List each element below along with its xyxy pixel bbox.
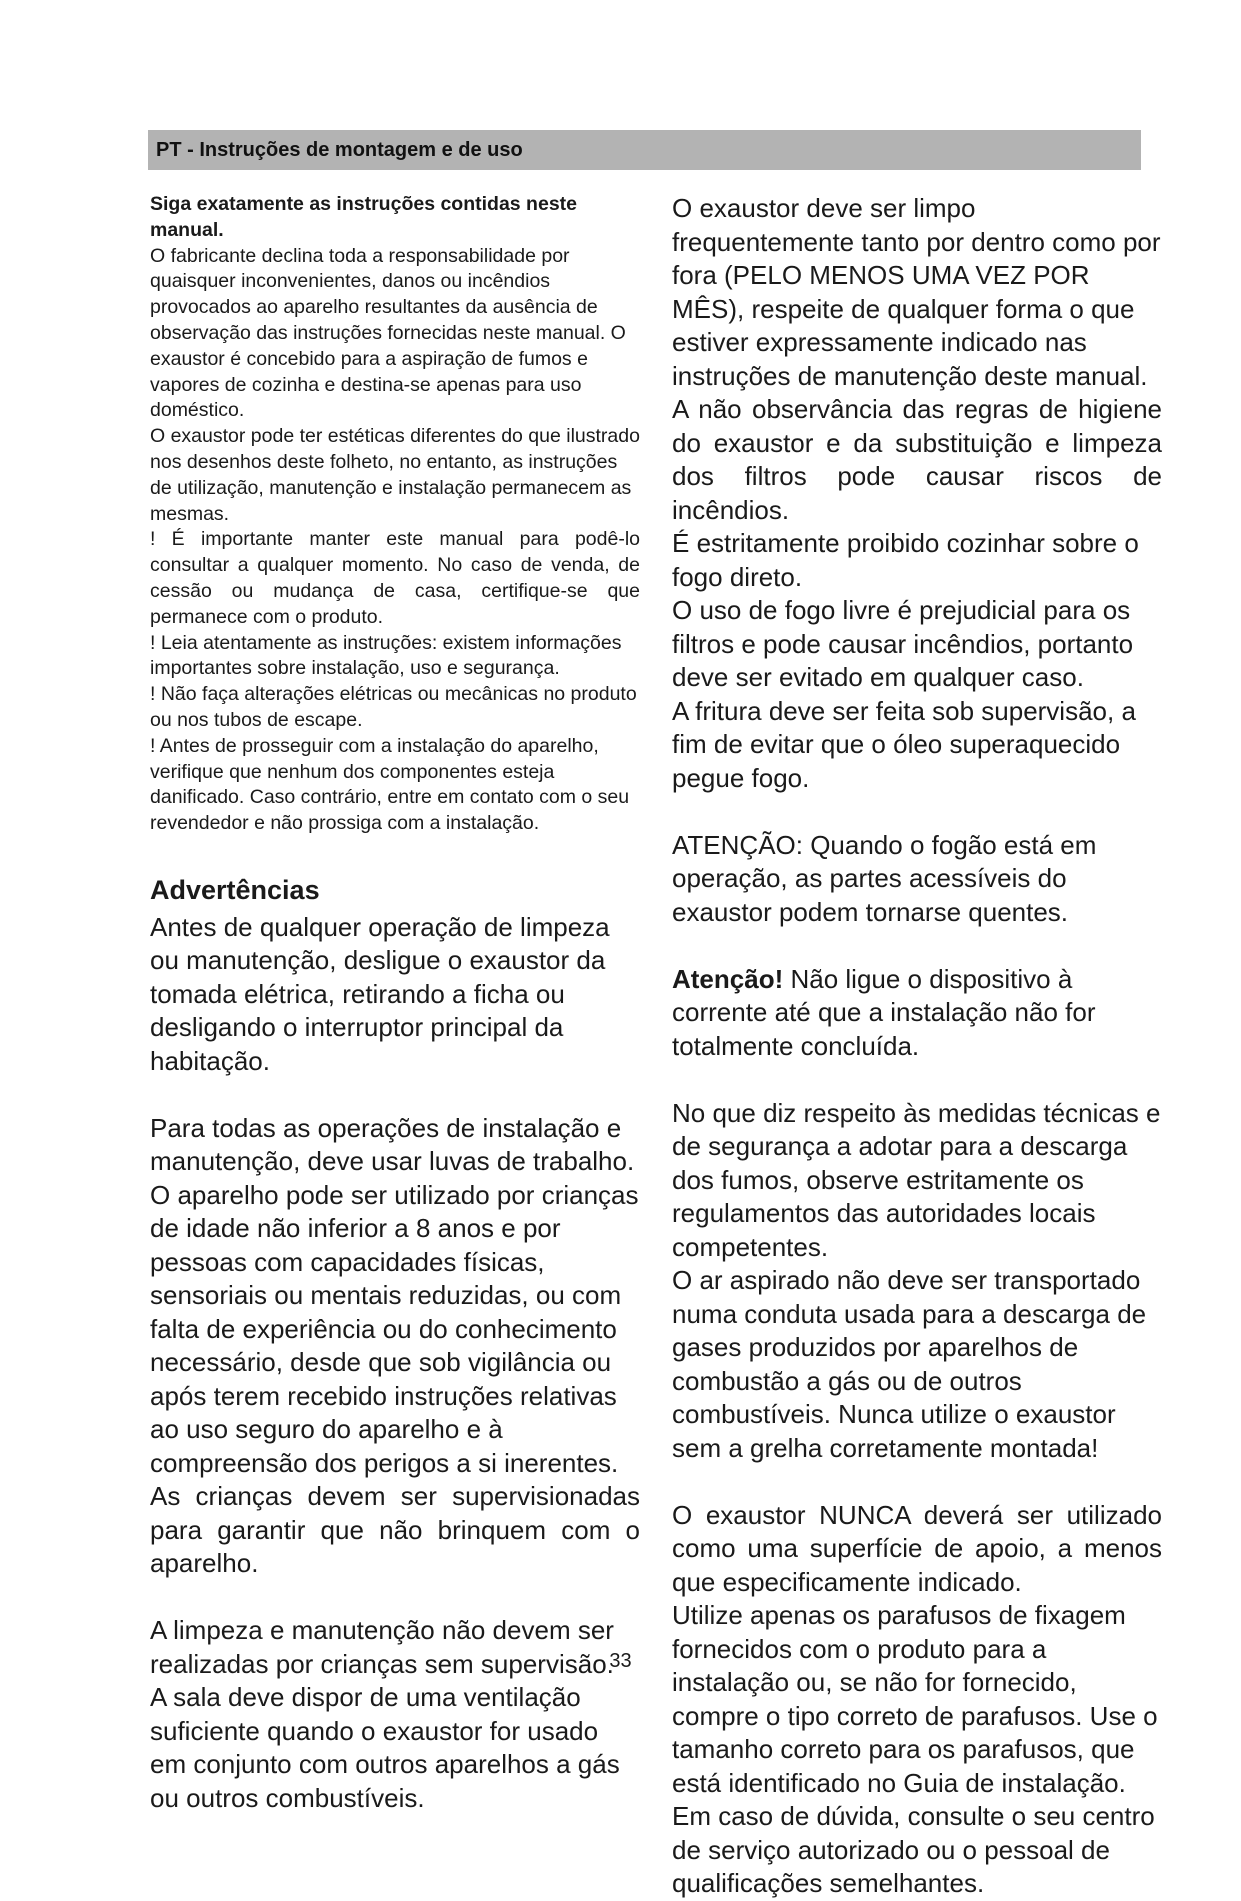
warning-paragraph: Antes de qualquer operação de limpeza ou manutenção, desligue o exaustor da tomada elétrica, retirando a ficha ou desligando o interruptor principal da habitação. (150, 911, 610, 1076)
screws-paragraph: Utilize apenas os parafusos de fixagem fornecidos com o produto para a instalação ou, se não for fornecido, compre o tipo correto de parafusos. Use o tamanho correto para os parafusos, que está identificado no Guia de instalação. Em caso de dúvida, consulte o seu centro de serviço autorizado ou o pessoal de qualificações semelhantes. (672, 1600, 1158, 1898)
intro-paragraph: O fabricante declina toda a responsabilidade por quaisquer inconvenientes, danos ou incêndios provocados ao aparelho resultantes da ausência de observação das instruções fornecidas neste manual. O exaustor é concebido para a aspiração de fumos e vapores de cozinha e destina-se apenas para uso doméstico. (150, 244, 626, 422)
warning-paragraph: A limpeza e manutenção não devem ser realizadas por crianças sem supervisão. (150, 1615, 614, 1679)
page-number: 33 (609, 1650, 632, 1672)
attention-power-paragraph (672, 963, 1162, 1064)
page-title: PT - Instruções de montagem e de uso (156, 138, 523, 161)
keep-manual-paragraph: ! É importante manter este manual para podê-lo consultar a qualquer momento. No caso de venda, de cessão ou mudança de casa, certifique-se que permanece com o produto. (150, 528, 640, 628)
warning-paragraph: A sala deve dispor de uma ventilação suficiente quando o exaustor for usado em conjunto com outros aparelhos a gás ou outros combustíveis. (150, 1682, 620, 1813)
attention-text: Não ligue o dispositivo à corrente até que a instalação não for totalmente concluída. (672, 963, 1096, 1061)
intro-bold-paragraph: Siga exatamente as instruções contidas neste manual. (150, 193, 578, 241)
attention-hot-paragraph: ATENÇÃO: Quando o fogão está em operação, as partes acessíveis do exaustor podem tornarse quentes. (672, 829, 1097, 927)
attention-label: Atenção! (672, 963, 784, 994)
warning-paragraph: As crianças devem ser supervisionadas para garantir que não brinquem com o aparelho. (150, 1481, 640, 1579)
cleaning-paragraph: O exaustor deve ser limpo frequentemente tanto por dentro como por fora (PELO MENOS UMA VEZ POR MÊS), respeite de qualquer forma o que estiver expressamente indicado nas instruções de manutenção deste manual. (672, 193, 1161, 391)
warnings-section (150, 911, 640, 1816)
open-fire-paragraph: O uso de fogo livre é prejudicial para os filtros e pode causar incêndios, portanto deve ser evitado em qualquer caso. (672, 595, 1134, 692)
regulations-paragraph: No que diz respeito às medidas técnicas e de segurança a adotar para a descarga dos fumos, observe estritamente os regulamentos das autoridades locais competentes. (672, 1097, 1161, 1262)
exhaust-duct-paragraph: O ar aspirado não deve ser transportado numa conduta usada para a descarga de gases produzidos por aparelhos de combustão a gás ou de outros combustíveis. Nunca utilize o exaustor sem a grelha corretamente montada! (672, 1265, 1147, 1463)
hygiene-paragraph: A não observância das regras de higiene do exaustor e da substituição e limpeza dos filtros pode causar riscos de incêndios. (672, 394, 1162, 525)
support-surface-paragraph: O exaustor NUNCA deverá ser utilizado como uma superfície de apoio, a menos que especificamente indicado. (672, 1499, 1162, 1597)
design-paragraph: O exaustor pode ter estéticas diferentes do que ilustrado nos desenhos deste folheto, no entanto, as instruções de utilização, manutenção e instalação permanecem as mesmas. (150, 425, 640, 525)
warnings-heading: Advertências (150, 874, 320, 905)
no-direct-fire-paragraph: É estritamente proibido cozinhar sobre o fogo direto. (672, 528, 1139, 592)
no-changes-paragraph: ! Não faça alterações elétricas ou mecânicas no produto ou nos tubos de escape. (150, 683, 637, 731)
read-instructions-paragraph: ! Leia atentamente as instruções: existem informações importantes sobre instalação, uso e segurança. (150, 631, 622, 680)
header-bar (148, 130, 1141, 170)
check-components-paragraph: ! Antes de prosseguir com a instalação do aparelho, verifique que nenhum dos componentes esteja danificado. Caso contrário, entre em contato com o seu revendedor e não prossiga com a instalação. (150, 734, 630, 835)
intro-section (150, 192, 640, 837)
warning-paragraph: Para todas as operações de instalação e manutenção, deve usar luvas de trabalho. O aparelho pode ser utilizado por crianças de idade não inferior a 8 anos e por pessoas com capacidades físicas, sensoriais ou mentais reduzidas, ou com falta de experiência ou do conhecimento necessário, desde que sob vigilância ou após terem recebido instruções relativas ao uso seguro do aparelho e à compreensão dos perigos a si inerentes. (150, 1112, 639, 1478)
frying-paragraph: A fritura deve ser feita sob supervisão, a fim de evitar que o óleo superaquecido pegue fogo. (672, 695, 1136, 793)
right-column (672, 192, 1162, 1901)
left-column (150, 192, 640, 1815)
